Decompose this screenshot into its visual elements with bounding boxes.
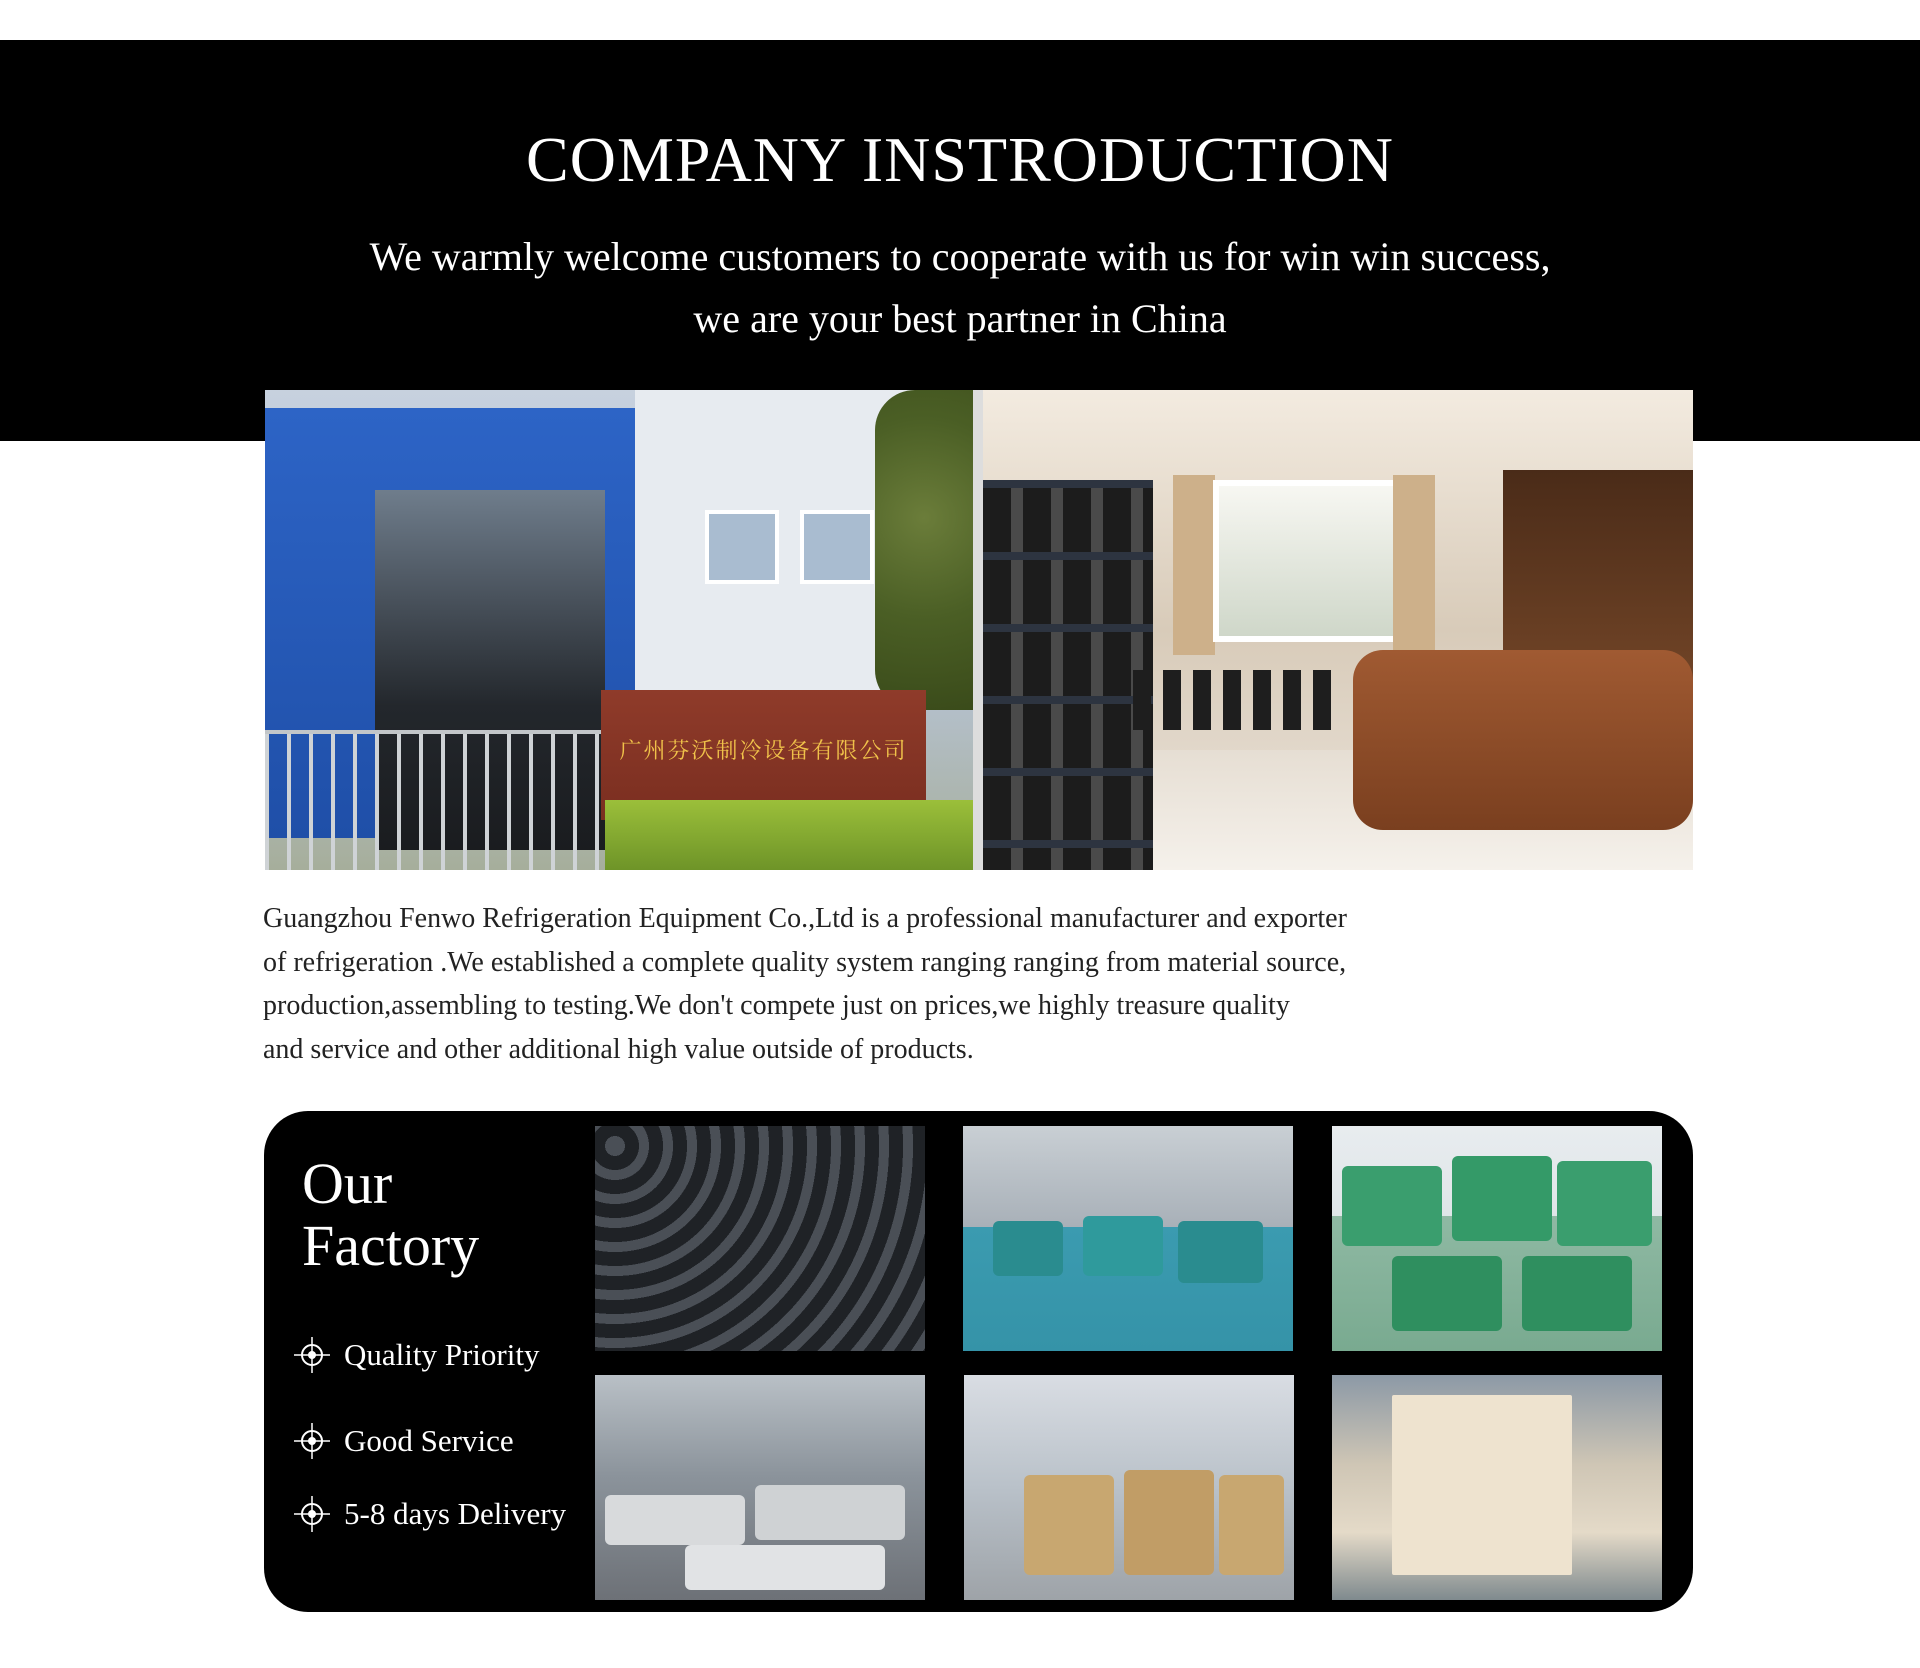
factory-title <box>302 1153 602 1277</box>
feature-quality-priority <box>292 1335 539 1375</box>
factory-photo-green-units <box>1332 1126 1662 1351</box>
feature-label: Quality Priority <box>344 1337 540 1372</box>
wooden-crate <box>1124 1470 1214 1575</box>
condensing-unit <box>993 1221 1063 1276</box>
factory-photo-condensing-units <box>963 1126 1293 1351</box>
factory-title-line-1: Our <box>302 1151 393 1216</box>
showroom-window <box>1213 480 1405 642</box>
building-window <box>705 510 779 584</box>
condensing-unit <box>1083 1216 1163 1276</box>
wooden-crate <box>1024 1475 1114 1575</box>
packed-boxes <box>1392 1395 1572 1575</box>
factory-photo-packed-boxes <box>1332 1375 1662 1600</box>
curtain-left <box>1173 475 1215 655</box>
sliding-gate <box>265 730 601 870</box>
factory-photo-compressors <box>595 1126 925 1351</box>
evaporator-unit <box>685 1545 885 1590</box>
factory-photo-evaporators <box>595 1375 925 1600</box>
feature-delivery <box>292 1494 566 1534</box>
compressors-on-floor <box>1133 670 1333 730</box>
leather-sofa <box>1353 650 1693 830</box>
crosshair-icon <box>292 1421 332 1461</box>
condensing-unit <box>1342 1166 1442 1246</box>
showroom-photo <box>983 390 1693 870</box>
company-description: Guangzhou Fenwo Refrigeration Equipment Co.,Ltd is a professional manufacturer and exporter of refrigeration .We established a complete quality system ranging ranging from material source, production,assembling to testing.We don't compete just on prices,we highly treasure quality and service and other additional high value outside of products. <box>263 903 1347 1065</box>
hero-subtitle <box>260 226 1660 350</box>
page-title: COMPANY INSTRODUCTION <box>526 124 1394 195</box>
condensing-unit <box>1392 1256 1502 1331</box>
wooden-crate <box>1219 1475 1284 1575</box>
evaporator-unit <box>755 1485 905 1540</box>
hero-subtitle-line-2: we are your best partner in China <box>693 296 1227 341</box>
crosshair-icon <box>292 1494 332 1534</box>
condensing-unit <box>1452 1156 1552 1241</box>
feature-label: 5-8 days Delivery <box>344 1496 567 1531</box>
feature-label: Good Service <box>344 1423 514 1458</box>
condensing-unit <box>1557 1161 1652 1246</box>
hedge <box>605 800 973 870</box>
feature-good-service <box>292 1421 514 1461</box>
factory-title-line-2: Factory <box>302 1213 480 1278</box>
crosshair-icon <box>292 1335 332 1375</box>
factory-exterior-photo <box>265 390 973 870</box>
company-sign-text: 广州芬沃制冷设备有限公司 <box>619 739 908 764</box>
evaporator-unit <box>605 1495 745 1545</box>
curtain-right <box>1393 475 1435 655</box>
compressor-shelf <box>983 480 1153 870</box>
tree <box>875 390 973 710</box>
our-factory-panel <box>264 1111 1693 1612</box>
company-photos <box>265 390 1693 870</box>
hero-subtitle-line-1: We warmly welcome customers to cooperate with us for win win success, <box>369 234 1551 279</box>
condensing-unit <box>1522 1256 1632 1331</box>
condensing-unit <box>1178 1221 1263 1283</box>
building-window <box>800 510 874 584</box>
factory-photo-crated-units <box>964 1375 1294 1600</box>
